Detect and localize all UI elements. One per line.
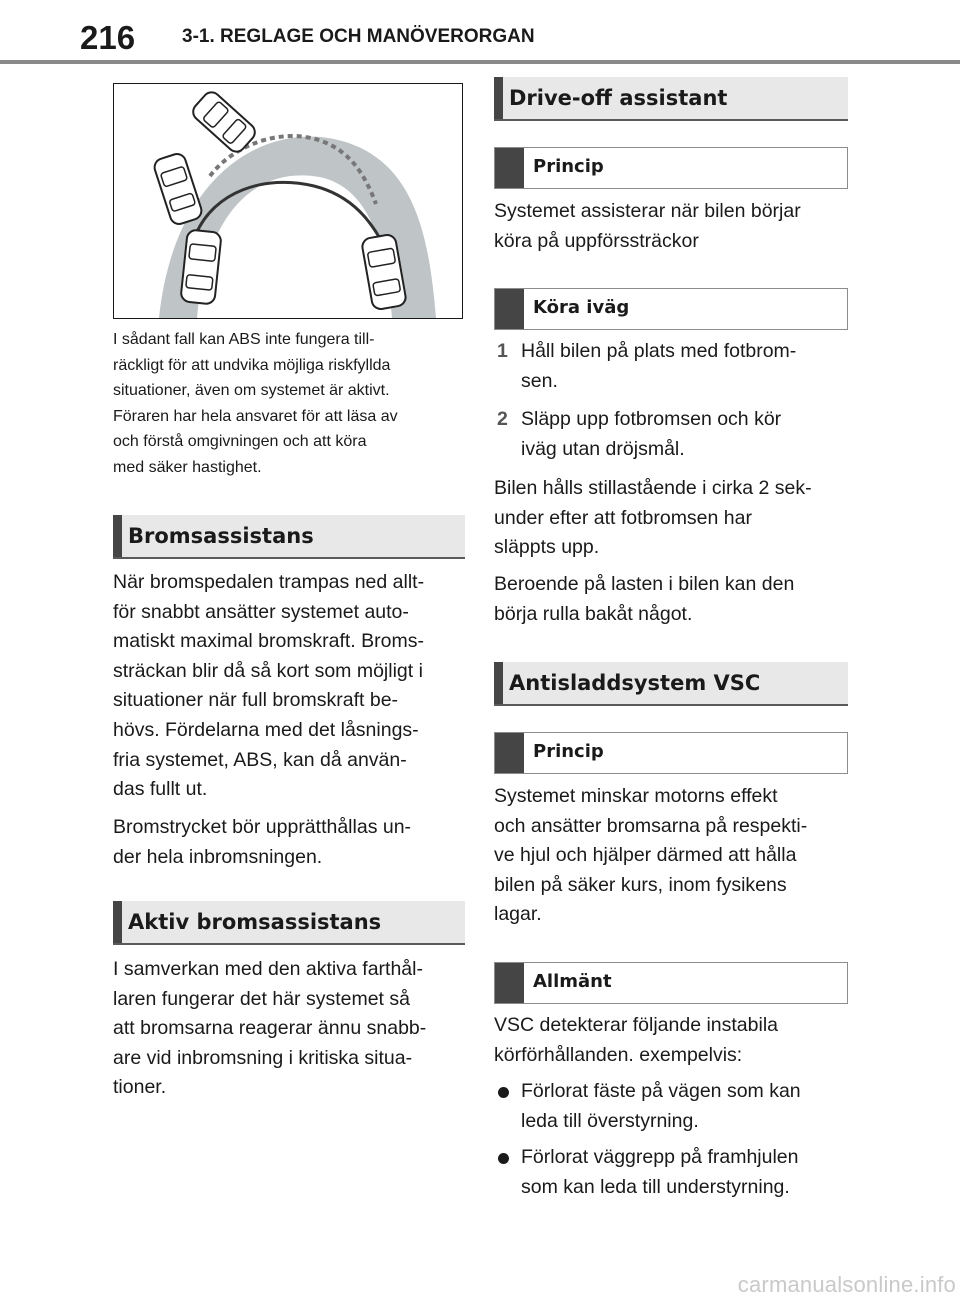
vsc-allmant-text: VSC detekterar följande instabila körförhållanden. exempelvis:: [494, 1014, 778, 1066]
page-number: 216: [80, 19, 136, 56]
chapter-title: 3-1. REGLAGE OCH MANÖVERORGAN: [182, 26, 535, 47]
subheading-princip-driveoff: Princip: [494, 147, 848, 189]
watermark: carmanualsonline.info: [737, 1272, 956, 1297]
step-number: 1: [497, 340, 508, 362]
car-skidding-left: [152, 152, 203, 227]
section-heading-bromsassistans: Bromsassistans: [113, 515, 465, 559]
step-number: 2: [497, 408, 508, 430]
driveoff-paragraph-2: Beroende på lasten i bilen kan den börja rulla bakåt något.: [494, 573, 795, 625]
driveoff-paragraph-1: Bilen hålls stillastående i cirka 2 sek- under efter att fotbromsen har släppts upp.: [494, 477, 812, 559]
car-controlled-left: [180, 229, 221, 304]
subheading-allmant: Allmänt: [494, 962, 848, 1004]
abs-curve-illustration: [113, 83, 463, 319]
section-heading-drive-off: Drive-off assistant: [494, 77, 848, 121]
road-curve-svg: [114, 84, 462, 318]
vsc-princip-text: Systemet minskar motorns effekt och ansätter bromsarna på respekti- ve hjul och hjälper därmed att hålla bilen på säker kurs, inom fysikens lagar.: [494, 785, 808, 926]
section-heading-vsc: Antisladdsystem VSC: [494, 662, 848, 706]
bullet-dot-icon: [498, 1153, 509, 1164]
bromsassistans-paragraph-2: Bromstrycket bör upprätthållas un- der hela inbromsningen.: [113, 816, 412, 868]
subheading-kora-ivag: Köra iväg: [494, 288, 848, 330]
bromsassistans-paragraph-1: När bromspedalen trampas ned allt- för snabbt ansätter systemet auto- matiskt maximal bromskraft. Broms- sträckan blir då så kort som möjligt i situationer när full bromskraft be- hövs. Fördelarna med det låsnings- fria systemet, ABS, kan då använ- das fullt ut.: [113, 571, 425, 801]
header-rule: [0, 60, 960, 64]
section-heading-aktiv-bromsassistans: Aktiv bromsassistans: [113, 901, 465, 945]
figure-caption: I sådant fall kan ABS inte fungera till- räckligt för att undvika möjliga riskfyllda situationer, även om systemet är aktivt. Föraren har hela ansvaret för att läsa av och förstå omgivningen och att köra med säker hastighet.: [113, 331, 398, 476]
bullet-dot-icon: [498, 1087, 509, 1098]
subheading-princip-vsc: Princip: [494, 732, 848, 774]
aktiv-paragraph: I samverkan med den aktiva farthål- laren fungerar det här systemet så att bromsarna reagerar ännu snabb- are vid inbromsning i kritiska situa- tioner.: [113, 958, 427, 1099]
driveoff-princip-text: Systemet assisterar när bilen börjar köra på uppförssträckor: [494, 200, 801, 252]
